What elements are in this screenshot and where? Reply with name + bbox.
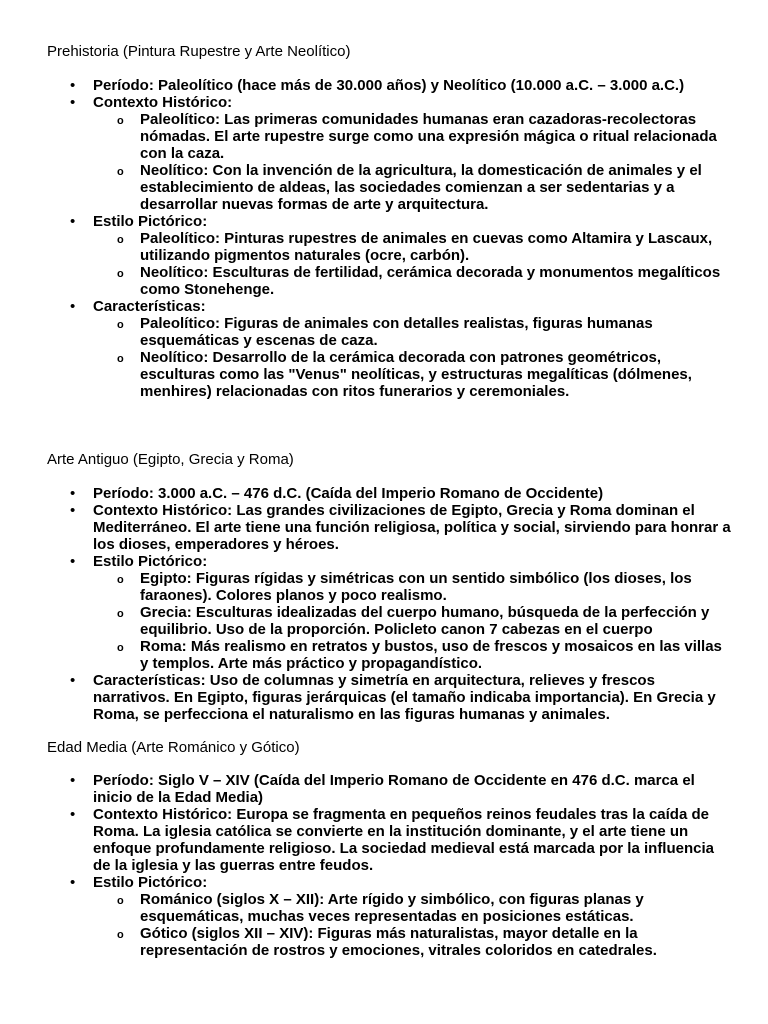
sub-list-item xyxy=(117,925,730,959)
section-heading-prehistoria: Prehistoria (Pintura Rupestre y Arte Neolítico) xyxy=(47,43,351,60)
list-item xyxy=(70,94,733,111)
list-item-text: Características: xyxy=(93,298,206,315)
sub-list-item-text: Neolítico: Con la invención de la agricultura, la domesticación de animales y el establecimiento de aldeas, las sociedades comienzan a ser sedentarias y a desarrollar nuevas formas de arte y arquitectura. xyxy=(140,162,702,213)
sub-list-item-text: Románico (siglos X – XII): Arte rígido y simbólico, con figuras planas y esquemáticas, muchas veces representadas en posiciones estáticas. xyxy=(140,891,644,925)
list-item-text: Contexto Histórico: xyxy=(93,94,233,111)
sub-list-item xyxy=(117,570,730,604)
list-item-text: Período: Siglo V – XIV (Caída del Imperio Romano de Occidente en 476 d.C. marca el inicio de la Edad Media) xyxy=(93,772,695,806)
sub-list-item-text: Gótico (siglos XII – XIV): Figuras más naturalistas, mayor detalle en la representación de rostros y emociones, vitrales coloridos en catedrales. xyxy=(140,925,657,959)
section-heading-edad-media: Edad Media (Arte Románico y Gótico) xyxy=(47,739,300,756)
sub-bullet: o xyxy=(117,929,124,941)
list-item-text: Contexto Histórico: Europa se fragmenta en pequeños reinos feudales tras la caída de Roma. La iglesia católica se convierte en la institución dominante, y el arte tiene un enfoque profundamente religioso. La sociedad medieval está marcada por la influencia de la iglesia y las guerras entre feudos. xyxy=(93,806,714,874)
bullet: • xyxy=(70,806,76,823)
list-item-text: Contexto Histórico: Las grandes civilizaciones de Egipto, Grecia y Roma dominan el Mediterráneo. El arte tiene una función religiosa, política y social, sirviendo para honrar a los dioses, emperadores y héroes. xyxy=(93,502,731,553)
list-item xyxy=(70,502,733,553)
list-item xyxy=(70,553,733,570)
sub-list-item xyxy=(117,891,730,925)
bullet: • xyxy=(70,485,76,502)
bullet: • xyxy=(70,213,76,230)
list-item-text: Período: 3.000 a.C. – 476 d.C. (Caída del Imperio Romano de Occidente) xyxy=(93,485,604,502)
list-item xyxy=(70,298,733,315)
sub-list-item-text: Roma: Más realismo en retratos y bustos, uso de frescos y mosaicos en las villas y templos. Arte más práctico y propagandístico. xyxy=(140,638,722,672)
sub-bullet: o xyxy=(117,319,124,331)
list-item xyxy=(70,485,733,502)
sub-list-item-text: Paleolítico: Las primeras comunidades humanas eran cazadoras-recolectoras nómadas. El arte rupestre surge como una expresión mágica o ritual relacionada con la caza. xyxy=(140,111,717,162)
list-item xyxy=(70,77,733,94)
bullet: • xyxy=(70,874,76,891)
list-item-text: Estilo Pictórico: xyxy=(93,553,208,570)
bullet: • xyxy=(70,502,76,519)
bullet: • xyxy=(70,772,76,789)
list-item-text: Estilo Pictórico: xyxy=(93,213,208,230)
sub-bullet: o xyxy=(117,115,124,127)
list-item xyxy=(70,806,733,874)
bullet: • xyxy=(70,94,76,111)
sub-list-item xyxy=(117,230,730,264)
list-item xyxy=(70,874,733,891)
sub-list-item xyxy=(117,111,730,162)
sub-list-item xyxy=(117,604,730,638)
sub-bullet: o xyxy=(117,234,124,246)
sub-bullet: o xyxy=(117,608,124,620)
sub-bullet: o xyxy=(117,574,124,586)
sub-list-item xyxy=(117,349,730,400)
list-item xyxy=(70,213,733,230)
sub-bullet: o xyxy=(117,268,124,280)
sub-list-item-text: Grecia: Esculturas idealizadas del cuerpo humano, búsqueda de la perfección y equilibrio. Uso de la proporción. Policleto canon 7 cabezas en el cuerpo xyxy=(140,604,710,638)
list-item-text: Características: Uso de columnas y simetría en arquitectura, relieves y frescos narrativos. En Egipto, figuras jerárquicas (el tamaño indicaba importancia). En Grecia y Roma, se perfecciona el naturalismo en las figuras humanas y animales. xyxy=(93,672,716,723)
sub-bullet: o xyxy=(117,895,124,907)
sub-list-item xyxy=(117,315,730,349)
sub-list-item xyxy=(117,264,730,298)
sub-list-item xyxy=(117,162,730,213)
list-item-text: Período: Paleolítico (hace más de 30.000 años) y Neolítico (10.000 a.C. – 3.000 a.C.) xyxy=(93,77,685,94)
sub-list-item-text: Neolítico: Esculturas de fertilidad, cerámica decorada y monumentos megalíticos como Stonehenge. xyxy=(140,264,721,298)
sub-bullet: o xyxy=(117,353,124,365)
sub-list-item-text: Paleolítico: Figuras de animales con detalles realistas, figuras humanas esquemáticas y escenas de caza. xyxy=(140,315,653,349)
bullet: • xyxy=(70,553,76,570)
sub-bullet: o xyxy=(117,642,124,654)
sub-list-item-text: Paleolítico: Pinturas rupestres de animales en cuevas como Altamira y Lascaux, utilizando pigmentos naturales (ocre, carbón). xyxy=(140,230,713,264)
bullet: • xyxy=(70,77,76,94)
sub-list-item-text: Egipto: Figuras rígidas y simétricas con un sentido simbólico (los dioses, los faraones). Colores planos y poco realismo. xyxy=(140,570,692,604)
list-item xyxy=(70,772,733,806)
sub-bullet: o xyxy=(117,166,124,178)
list-item-text: Estilo Pictórico: xyxy=(93,874,208,891)
bullet: • xyxy=(70,298,76,315)
sub-list-item xyxy=(117,638,730,672)
bullet: • xyxy=(70,672,76,689)
sub-list-item-text: Neolítico: Desarrollo de la cerámica decorada con patrones geométricos, esculturas como las "Venus" neolíticas, y estructuras megalíticas (dólmenes, menhires) relacionadas con ritos funerarios y ceremoniales. xyxy=(140,349,692,400)
section-heading-arte-antiguo: Arte Antiguo (Egipto, Grecia y Roma) xyxy=(47,451,294,468)
list-item xyxy=(70,672,733,723)
